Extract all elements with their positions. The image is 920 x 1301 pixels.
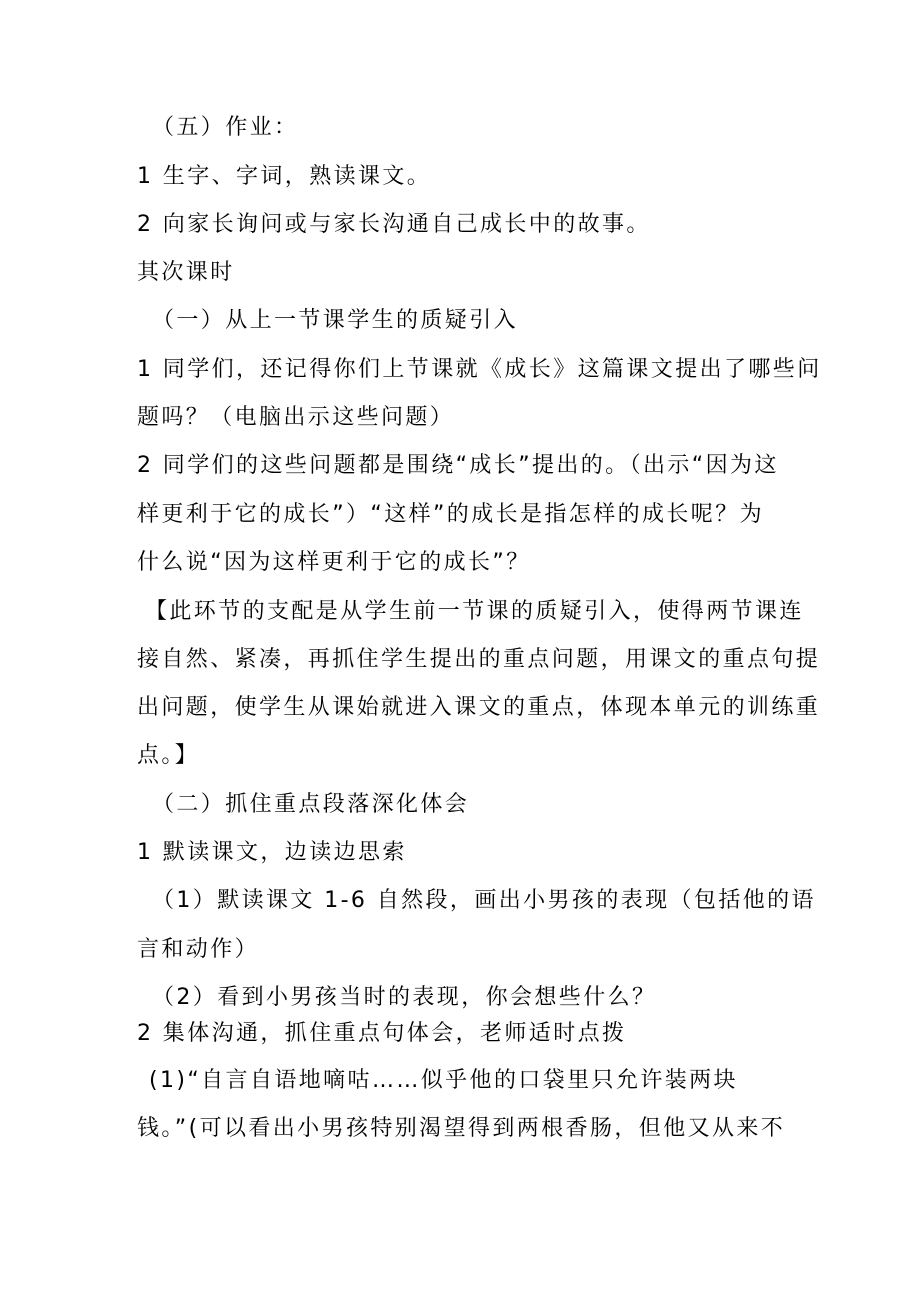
- s2-quote-line-2: 钱。”(可以看出小男孩特别渴望得到两根香肠，但他又从来不: [137, 1116, 786, 1141]
- second-lesson-heading: 其次课时: [137, 260, 235, 285]
- homework-item-2: 2 向家长询问或与家长沟通自己成长中的故事。: [137, 212, 651, 237]
- s2-sub-1-line-1: （1）默读课文 1-6 自然段，画出小男孩的表现（包括他的语: [152, 888, 816, 913]
- s1-item-1-line-2: 题吗？（电脑出示这些问题）: [137, 405, 455, 430]
- s2-item-2: 2 集体沟通，抓住重点句体会，老师适时点拨: [137, 1021, 627, 1046]
- section-2-heading: （二）抓住重点段落深化体会: [152, 792, 470, 817]
- note-line-2: 接自然、紧凑，再抓住学生提出的重点问题，用课文的重点句提: [137, 647, 821, 672]
- note-line-1: 【此环节的支配是从学生前一节课的质疑引入，使得两节课连: [145, 599, 804, 624]
- s2-item-1: 1 默读课文，边读边思索: [137, 840, 407, 865]
- note-line-3: 出问题，使学生从课始就进入课文的重点，体现本单元的训练重: [137, 695, 821, 720]
- note-line-4: 点。】: [137, 743, 200, 768]
- s1-item-1-line-1: 1 同学们，还记得你们上节课就《成长》这篇课文提出了哪些问: [137, 357, 822, 382]
- homework-item-1: 1 生字、字词，熟读课文。: [137, 164, 432, 189]
- s2-sub-1-line-2: 言和动作）: [137, 937, 260, 962]
- s2-sub-2: （2）看到小男孩当时的表现，你会想些什么？: [152, 985, 657, 1010]
- section-1-heading: （一）从上一节课学生的质疑引入: [152, 308, 519, 333]
- s1-item-2-line-1: 2 同学们的这些问题都是围绕“成长”提出的。（出示“因为这: [137, 453, 779, 478]
- s1-item-2-line-2: 样更利于它的成长”）“这样”的成长是指怎样的成长呢？为: [137, 502, 764, 527]
- s2-quote-line-1: (1)“自言自语地嘀咕……似乎他的口袋里只允许装两块: [149, 1068, 738, 1093]
- homework-heading: （五）作业：: [152, 115, 299, 140]
- s1-item-2-line-3: 什么说“因为这样更利于它的成长”？: [137, 550, 531, 575]
